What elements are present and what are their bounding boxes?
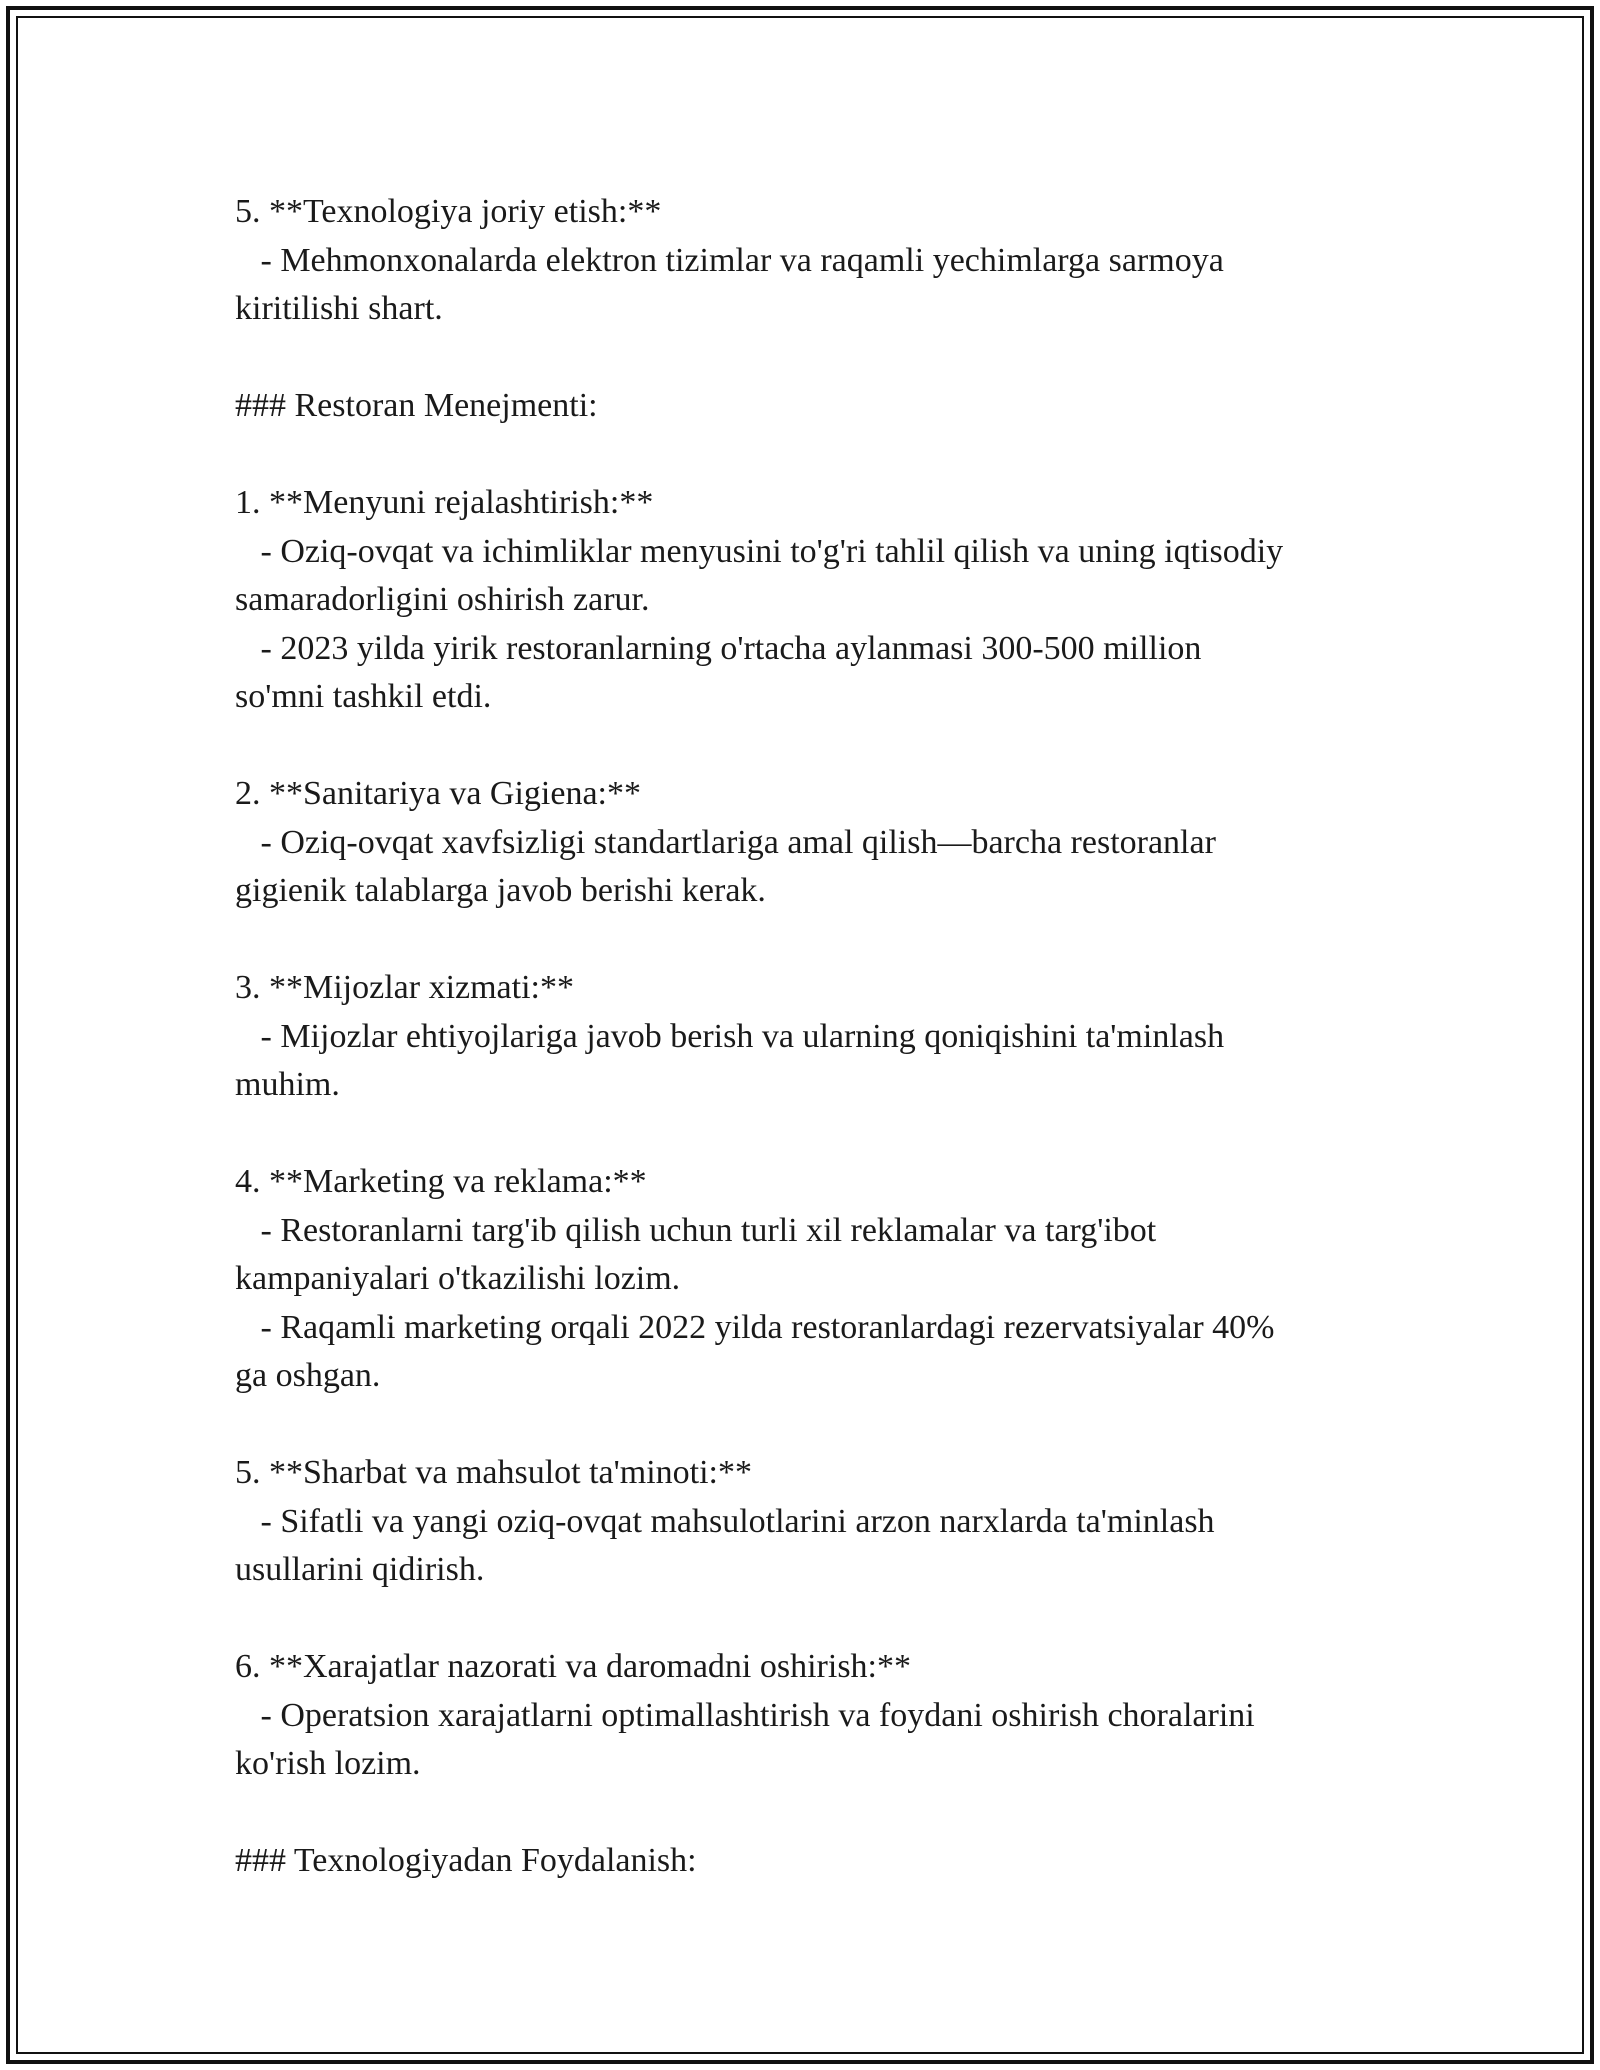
paragraph-gap (235, 431, 1375, 480)
list-item-text: - 2023 yilda yirik restoranlarning o'rtacha aylanmasi 300-500 million (235, 629, 1202, 667)
list-item-text: - Raqamli marketing orqali 2022 yilda restoranlardagi rezervatsiyalar 40% (235, 1308, 1275, 1346)
list-item-heading: 3. **Mijozlar xizmati:** (235, 969, 574, 1006)
list-item-text: ga oshgan. (235, 1357, 381, 1394)
list-item-text: - Sifatli va yangi oziq-ovqat mahsulotlarini arzon narxlarda ta'minlash (235, 1502, 1215, 1540)
paragraph-gap (235, 722, 1375, 771)
list-item-text: - Mehmonxonalarda elektron tizimlar va raqamli yechimlarga sarmoya (235, 241, 1224, 279)
list-item-text: kiritilishi shart. (235, 290, 443, 327)
list-item-heading: 5. **Sharbat va mahsulot ta'minoti:** (235, 1454, 753, 1491)
list-item-text: samaradorligini oshirish zarur. (235, 581, 650, 618)
paragraph-gap (235, 334, 1375, 383)
paragraph-gap (235, 1110, 1375, 1159)
paragraph-gap (235, 916, 1375, 965)
list-item-heading: 6. **Xarajatlar nazorati va daromadni oshirish:** (235, 1648, 911, 1685)
list-item-text: - Oziq-ovqat va ichimliklar menyusini to'g'ri tahlil qilish va uning iqtisodiy (235, 532, 1284, 570)
list-item-text: kampaniyalari o'tkazilishi lozim. (235, 1260, 681, 1297)
list-item-text: - Mijozlar ehtiyojlariga javob berish va ularning qoniqishini ta'minlash (235, 1017, 1225, 1055)
list-item-text: - Restoranlarni targ'ib qilish uchun turli xil reklamalar va targ'ibot (235, 1211, 1157, 1249)
document-body (235, 188, 1375, 1886)
list-item-heading: 5. **Texnologiya joriy etish:** (235, 193, 662, 230)
list-item-text: - Operatsion xarajatlarni optimallashtirish va foydani oshirish choralarini (235, 1696, 1255, 1734)
list-item-text: muhim. (235, 1066, 340, 1103)
list-item-heading: 4. **Marketing va reklama:** (235, 1163, 647, 1200)
paragraph-gap (235, 1789, 1375, 1838)
section-heading: ### Texnologiyadan Foydalanish: (235, 1842, 697, 1879)
list-item-text: - Oziq-ovqat xavfsizligi standartlariga amal qilish—barcha restoranlar (235, 823, 1216, 861)
paragraph-gap (235, 1401, 1375, 1450)
section-heading: ### Restoran Menejmenti: (235, 387, 598, 424)
list-item-heading: 2. **Sanitariya va Gigiena:** (235, 775, 642, 812)
list-item-text: usullarini qidirish. (235, 1551, 485, 1588)
list-item-text: gigienik talablarga javob berishi kerak. (235, 872, 766, 909)
list-item-text: so'mni tashkil etdi. (235, 678, 492, 715)
paragraph-gap (235, 1595, 1375, 1644)
list-item-text: ko'rish lozim. (235, 1745, 421, 1782)
list-item-heading: 1. **Menyuni rejalashtirish:** (235, 484, 654, 521)
